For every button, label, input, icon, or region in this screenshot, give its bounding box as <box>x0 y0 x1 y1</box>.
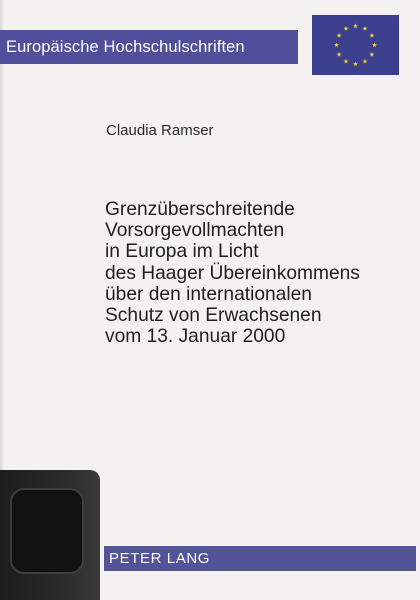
binding-clip <box>10 488 84 574</box>
series-banner <box>0 30 298 64</box>
eu-star-icon <box>369 33 374 38</box>
publisher-name: PETER LANG <box>109 550 211 567</box>
eu-stars-icon <box>312 15 399 75</box>
page-edge-shadow <box>0 0 4 470</box>
eu-star-icon <box>353 61 358 66</box>
eu-star-icon <box>344 26 349 31</box>
eu-star-icon <box>344 59 349 64</box>
publisher-banner <box>104 546 416 571</box>
book-title: Grenzüberschreitende Vorsorgevollmachten in Europa im Licht des Haager Übereinkommens über den internationalen Schutz von Erwachsenen vom 13. Januar 2000 <box>105 199 360 348</box>
eu-star-icon <box>353 23 358 28</box>
eu-star-icon <box>363 59 368 64</box>
eu-star-icon <box>363 26 368 31</box>
eu-star-icon <box>337 52 342 57</box>
eu-flag-graphic <box>312 15 399 75</box>
author-name: Claudia Ramser <box>106 122 214 139</box>
eu-star-icon <box>372 42 377 47</box>
series-title: Europäische Hochschulschriften <box>6 37 245 56</box>
eu-star-icon <box>334 42 339 47</box>
eu-star-icon <box>337 33 342 38</box>
eu-star-icon <box>369 52 374 57</box>
